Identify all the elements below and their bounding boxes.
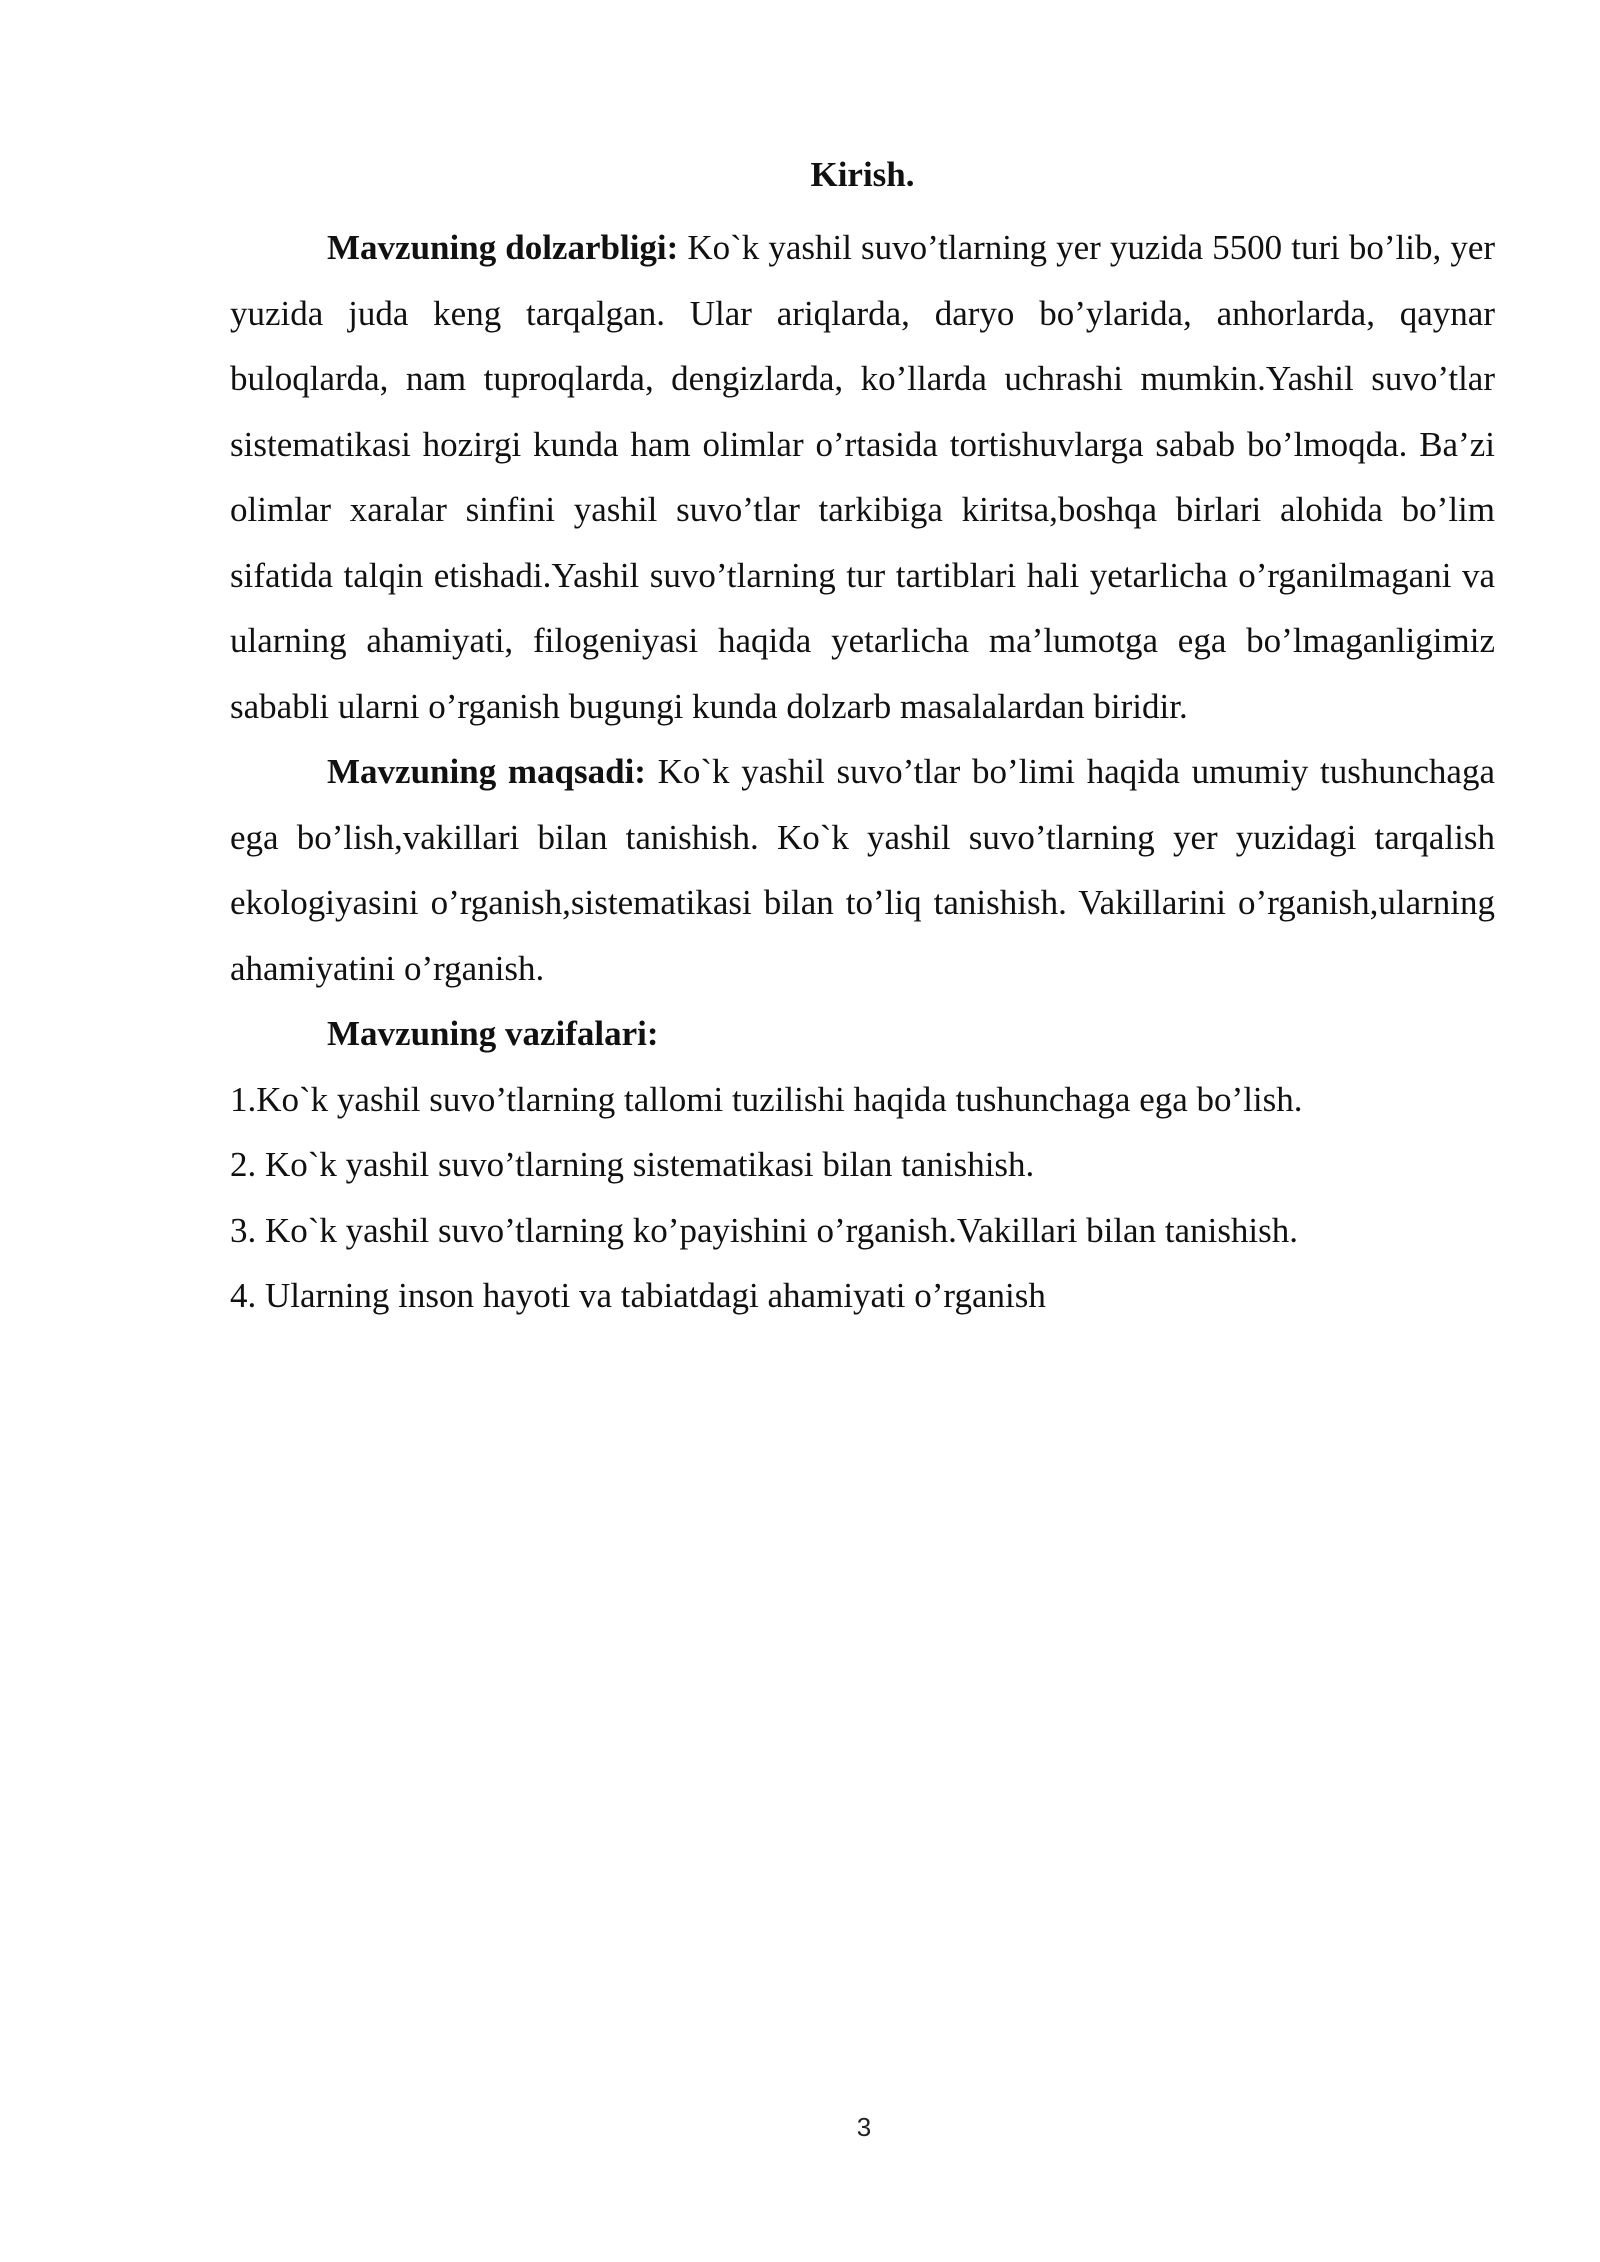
page-number: 3 bbox=[856, 2112, 872, 2142]
document-page bbox=[230, 150, 1495, 1329]
page-title: Kirish. bbox=[810, 155, 915, 194]
purpose-label: Mavzuning maqsadi: bbox=[327, 752, 646, 791]
tasks-heading: Mavzuning vazifalari: bbox=[327, 1014, 659, 1053]
list-item: 4. Ularning inson hayoti va tabiatdagi ahamiyati o’rganish bbox=[230, 1276, 1046, 1315]
relevance-label: Mavzuning dolzarbligi: bbox=[327, 228, 679, 267]
tasks-list bbox=[230, 1067, 1495, 1329]
list-item: 2. Ko`k yashil suvo’tlarning sistematikasi bilan tanishish. bbox=[230, 1145, 1035, 1184]
purpose-paragraph bbox=[230, 739, 1495, 1001]
relevance-text: Ko`k yashil suvo’tlarning yer yuzida 5500 turi bo’lib, yer yuzida juda keng tarqalgan. Ular ariqlarda, daryo bo’ylarida, anhorlarda, qaynar buloqlarda, nam tuproqlarda, dengizlarda, ko’llarda uchrashi mumkin.Yashil suvo’tlar sistematikasi hozirgi kunda ham olimlar o’rtasida tortishuvlarga sabab bo’lmoqda. Ba’zi olimlar xaralar sinfini yashil suvo’tlar tarkibiga kiritsa,boshqa birlari alohida bo’lim sifatida talqin etishadi.Yashil suvo’tlarning tur tartiblari hali yetarlicha o’rganilmagani va ularning ahamiyati, filogeniyasi haqida yetarlicha ma’lumotga ega bo’lmaganligimiz sababli ularni o’rganish bugungi kunda dolzarb masalalardan biridir. bbox=[230, 228, 1496, 726]
list-item: 1.Ko`k yashil suvo’tlarning tallomi tuzilishi haqida tushunchaga ega bo’lish. bbox=[230, 1079, 1303, 1119]
list-item: 3. Ko`k yashil suvo’tlarning ko’payishini o’rganish.Vakillari bilan tanishish. bbox=[230, 1210, 1299, 1250]
relevance-paragraph bbox=[230, 215, 1495, 739]
purpose-text: Ko`k yashil suvo’tlar bo’limi haqida umumiy tushunchaga ega bo’lish,vakillari bilan tanishish. Ko`k yashil suvo’tlarning yer yuzidagi tarqalish ekologiyasini o’rganish,sistematikasi bilan to’liq tanishish. Vakillarini o’rganish,ularning ahamiyatini o’rganish. bbox=[230, 752, 1495, 988]
